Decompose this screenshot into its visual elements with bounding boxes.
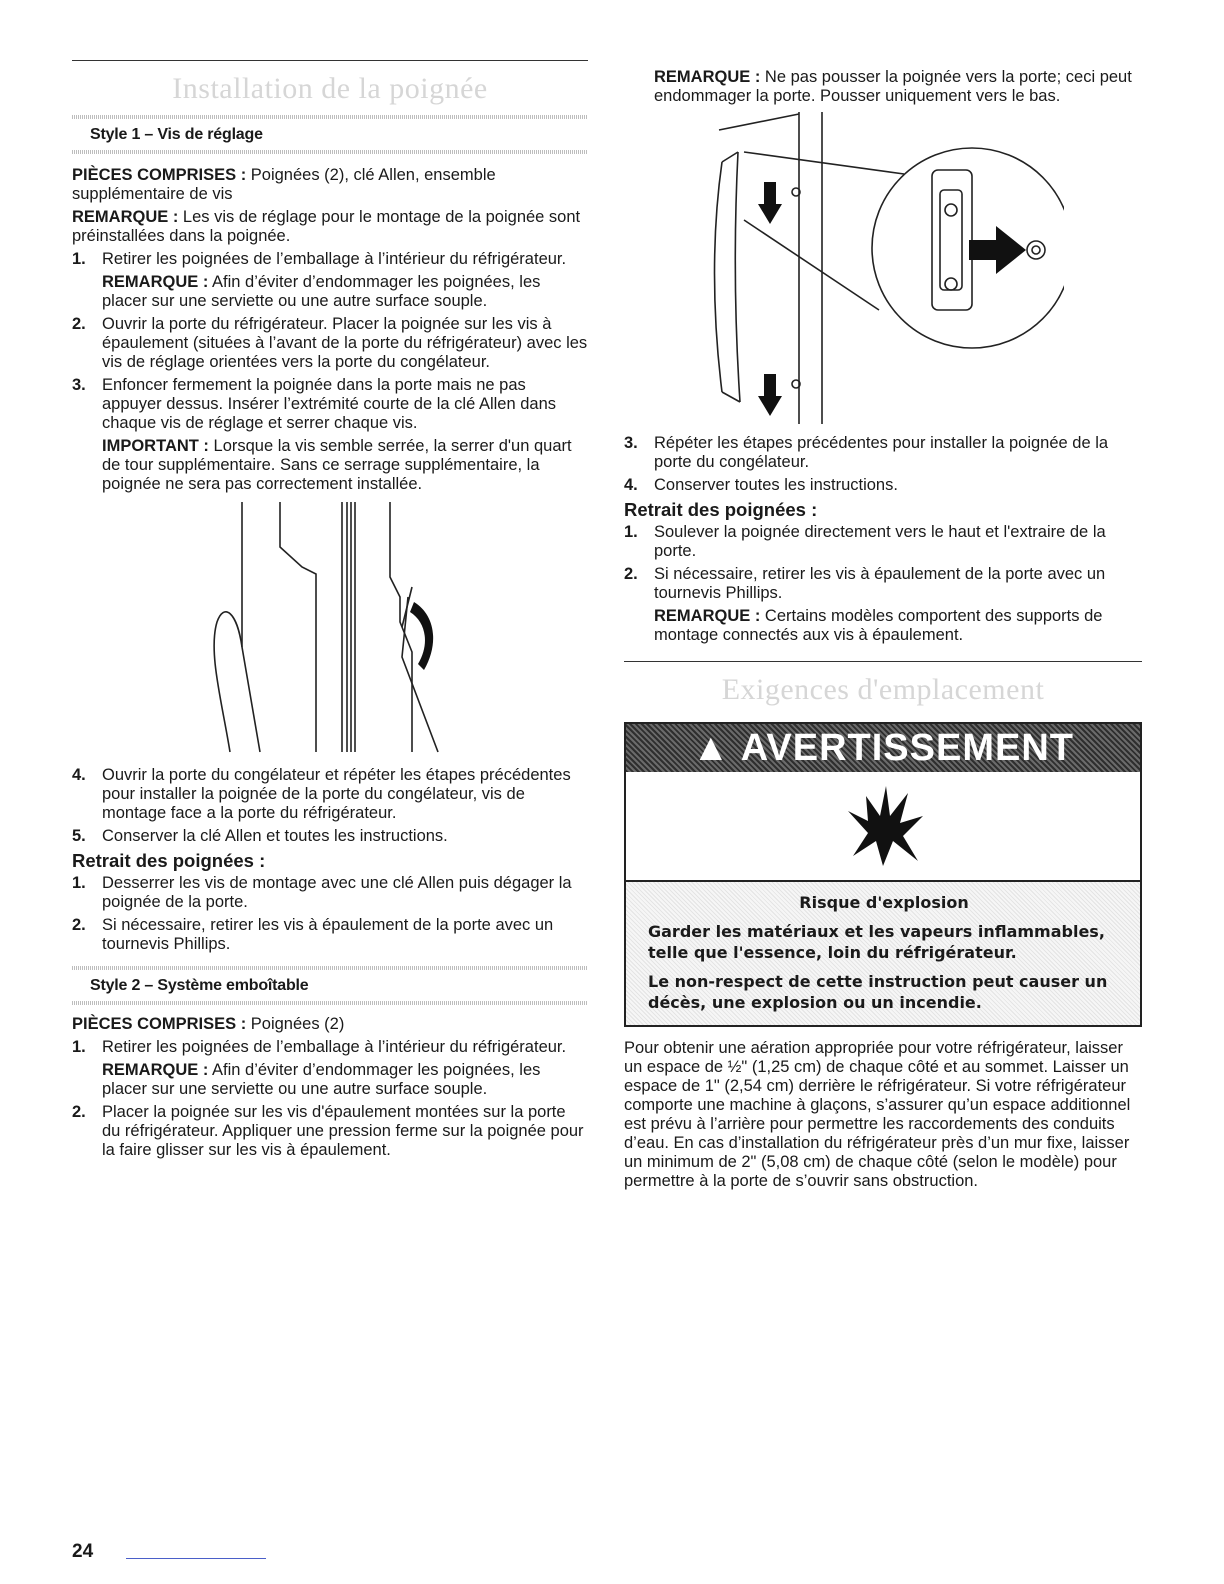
- style1-step1-note: REMARQUE : Afin d’éviter d’endommager les poignées, les placer sur une serviette ou une autre surface souple.: [102, 273, 541, 310]
- warning-body: [626, 882, 1140, 1025]
- shade-bar: [72, 150, 588, 154]
- right-top-note: REMARQUE : Ne pas pousser la poignée vers la porte; ceci peut endommager la porte. Pousser uniquement vers le bas.: [654, 68, 1132, 105]
- emplacement-paragraph: Pour obtenir une aération appropriée pour votre réfrigérateur, laisser un espace de ½" (1,25 cm) de chaque côté et au sommet. Laisser un espace de 1" (2,54 cm) derrière le réfrigérateur. Si votre réfrigérateur comporte une machine à glaçons, s’assurer qu’un espace additionnel est prévu à l’arrière pour permettre les raccordements des conduits d’eau. En cas d’installation du réfrigérateur près d’un mur fixe, laisser un minimum de 2" (5,08 cm) de chaque côté (selon le modèle) pour permettre à la porte de s’ouvrir sans obstruction.: [624, 1039, 1131, 1190]
- warning-box: [624, 722, 1142, 1027]
- footer-rule: [126, 1558, 266, 1559]
- left-column: [72, 60, 588, 1164]
- handle-detail-illustration: [624, 112, 1142, 424]
- top-rule: [72, 60, 588, 61]
- style2-step1-note: REMARQUE : Afin d’éviter d’endommager les poignées, les placer sur une serviette ou une autre surface souple.: [102, 1061, 541, 1098]
- style1-retrait-heading: Retrait des poignées :: [72, 850, 266, 871]
- style1-retrait-step-1: 1. Desserrer les vis de montage avec une clé Allen puis dégager la poignée de la porte.: [72, 874, 572, 911]
- right-step-3: 3. Répéter les étapes précédentes pour installer la poignée de la porte du congélateur.: [624, 434, 1109, 471]
- right-step-4: 4. Conserver toutes les instructions.: [624, 476, 898, 494]
- style1-heading: Style 1 – Vis de réglage: [90, 126, 263, 143]
- style1-retrait-step-2: 2. Si nécessaire, retirer les vis à épaulement de la porte avec un tournevis Phillips.: [72, 916, 554, 953]
- warning-header: ▲ AVERTISSEMENT: [626, 724, 1140, 772]
- warning-line-1: Garder les matériaux et les vapeurs inflammables, telle que l'essence, loin du réfrigérateur.: [648, 922, 1105, 962]
- right-retrait-heading: Retrait des poignées :: [624, 499, 818, 520]
- style1-step-4: 4. Ouvrir la porte du congélateur et répéter les étapes précédentes pour installer la poignée de la porte du congélateur, vis de montage face a la porte du réfrigérateur.: [72, 766, 571, 822]
- section-title-installation: Installation de la poignée: [172, 72, 488, 105]
- page-number: 24: [72, 1541, 94, 1562]
- warning-triangle-icon: ▲: [692, 727, 731, 769]
- style2-step-2: 2. Placer la poignée sur les vis d'épaulement montées sur la porte du réfrigérateur. Appliquer une pression ferme sur la poignée pour la faire glisser sur les vis à épaulement.: [72, 1103, 584, 1159]
- handle-detail-drawing: [704, 112, 1064, 424]
- style1-step-3: 3. Enfoncer fermement la poignée dans la porte mais ne pas appuyer dessus. Insérer l’extrémité courte de la clé Allen dans chaque vis de réglage et serrer chaque vis.: [72, 376, 556, 432]
- style2-step-1: 1. Retirer les poignées de l’emballage à l’intérieur du réfrigérateur.: [72, 1038, 567, 1056]
- style1-step-1: 1. Retirer les poignées de l’emballage à l’intérieur du réfrigérateur.: [72, 250, 567, 268]
- right-retrait-note: REMARQUE : Certains modèles comportent des supports de montage connectés aux vis à épaulement.: [654, 607, 1103, 644]
- right-column: [624, 60, 1142, 1195]
- explosion-icon: [838, 781, 928, 871]
- style2-heading: Style 2 – Système emboîtable: [90, 977, 309, 994]
- style2-pieces: PIÈCES COMPRISES : Poignées (2): [72, 1015, 345, 1033]
- style1-pieces: PIÈCES COMPRISES : Poignées (2), clé Allen, ensemble supplémentaire de vis: [72, 166, 496, 203]
- style1-step-5: 5. Conserver la clé Allen et toutes les instructions.: [72, 827, 448, 845]
- section-rule: [624, 661, 1142, 662]
- style1-remarque: REMARQUE : Les vis de réglage pour le montage de la poignée sont préinstallées dans la poignée.: [72, 208, 581, 245]
- right-retrait-step-1: 1. Soulever la poignée directement vers le haut et l'extraire de la porte.: [624, 523, 1106, 560]
- warning-line-2: Le non-respect de cette instruction peut causer un décès, une explosion ou un incendie.: [648, 972, 1108, 1012]
- warning-risk-title: Risque d'explosion: [799, 893, 969, 912]
- style1-step3-important: IMPORTANT : Lorsque la vis semble serrée, la serrer d'un quart de tour supplémentaire. Sans ce serrage supplémentaire, la poignée ne sera pas correctement installée.: [102, 437, 572, 493]
- explosion-icon-area: [626, 772, 1140, 882]
- handle-allen-illustration: [72, 502, 588, 760]
- style1-step-2: 2. Ouvrir la porte du réfrigérateur. Placer la poignée sur les vis à épaulement (situées à l’avant de la porte du réfrigérateur) avec les vis de réglage orientées vers la porte du congélateur.: [72, 315, 588, 371]
- handle-drawing: [212, 502, 452, 760]
- section-title-emplacement: Exigences d'emplacement: [721, 673, 1045, 706]
- right-retrait-step-2: 2. Si nécessaire, retirer les vis à épaulement de la porte avec un tournevis Phillips.: [624, 565, 1106, 602]
- shade-bar: [72, 1001, 588, 1005]
